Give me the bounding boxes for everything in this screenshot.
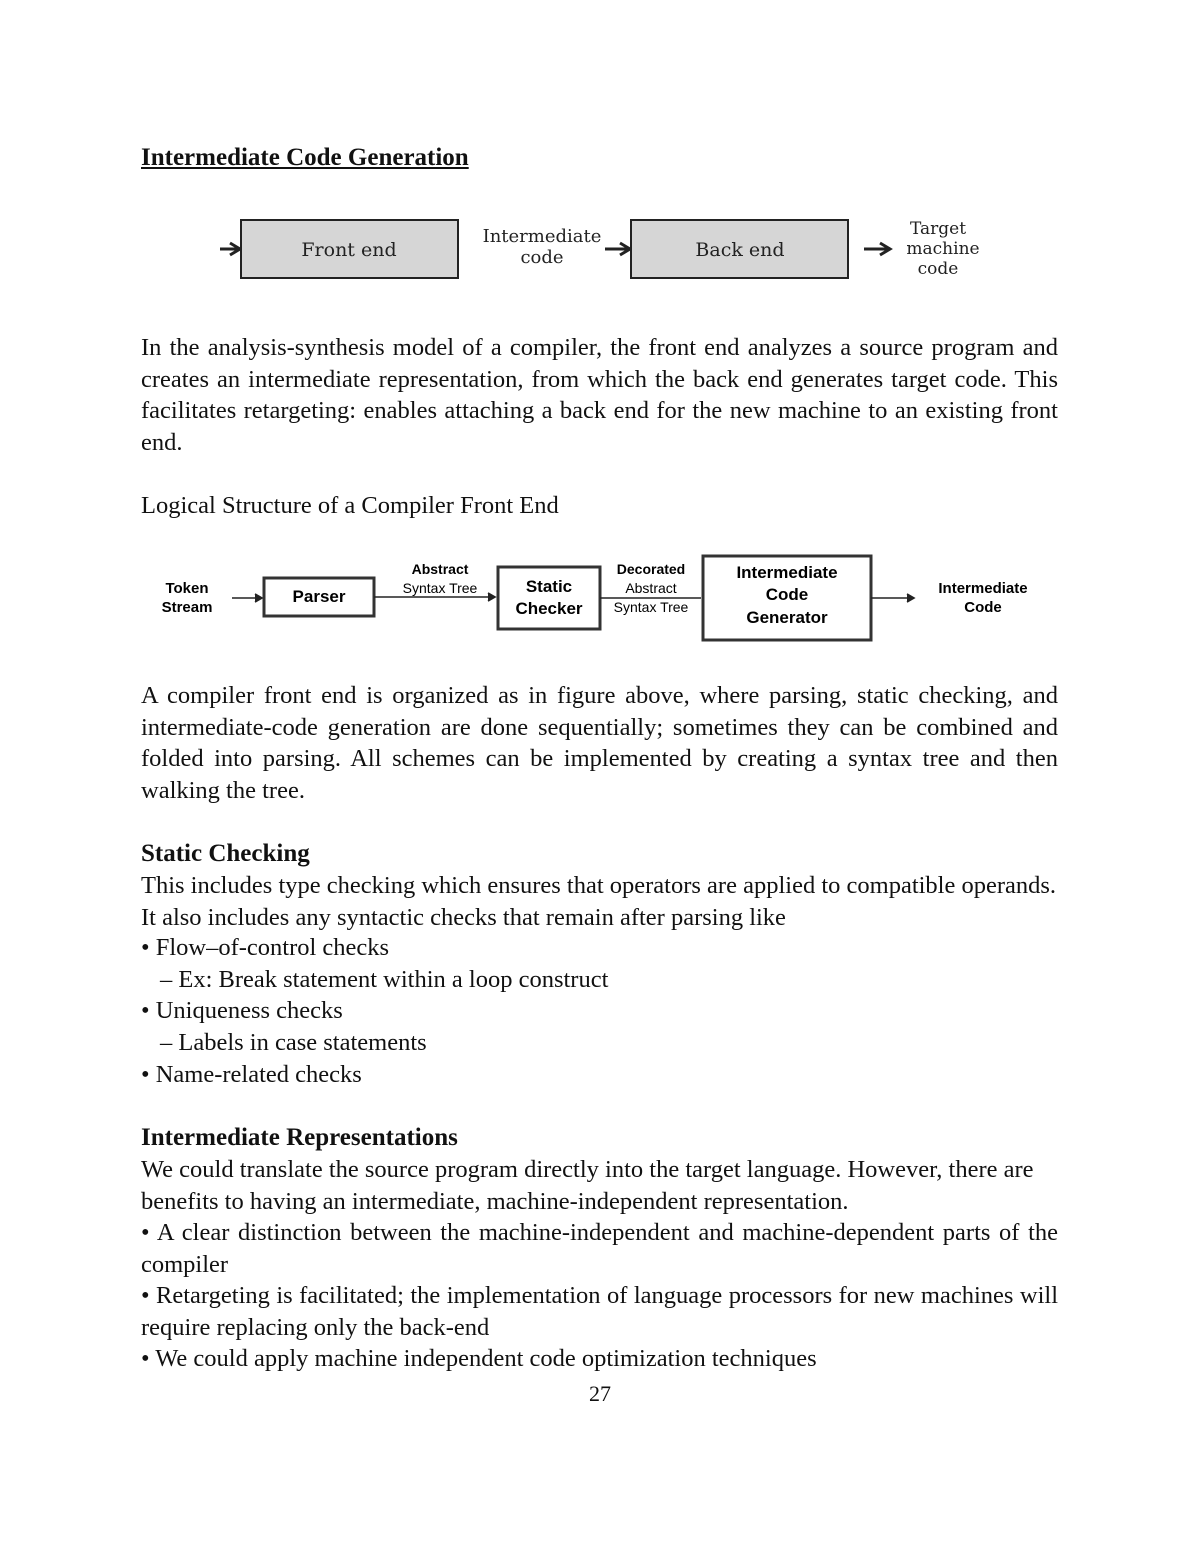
benefit-item: • A clear distinction between the machine-independent and machine-dependent parts of the compiler — [141, 1219, 1058, 1278]
decorated-ast-label-2: Abstract — [625, 580, 677, 596]
static-checker-label-1: Static — [525, 577, 573, 596]
list-item: • Uniqueness checks — [141, 997, 343, 1024]
decorated-ast-label-3: Syntax Tree — [613, 599, 689, 615]
output-code-label-2: Code — [964, 599, 1002, 616]
intermediate-code-label-2: code — [520, 247, 564, 268]
organization-paragraph: A compiler front end is organized as in figure above, where parsing, static checking, and intermediate-code generation are done sequentially; sometimes they can be combined and folded into parsing. All schemes can be implemented by creating a syntax tree and then walking the tree. — [141, 682, 1058, 805]
page-title: Intermediate Code Generation — [141, 144, 469, 171]
list-item: • Name-related checks — [141, 1061, 362, 1088]
output-code-arrow-icon — [871, 594, 914, 602]
list-item: • Flow–of-control checks — [141, 934, 390, 961]
icg-label-1: Intermediate — [736, 563, 838, 582]
intermediate-representations-paragraph: We could translate the source program directly into the target language. However, there are benefits to having an intermediate, machine-independent representation. — [141, 1156, 1034, 1215]
compiler-pipeline-diagram — [200, 210, 1020, 290]
ast-label-1: Abstract — [411, 561, 469, 577]
list-item: – Labels in case statements — [160, 1029, 427, 1056]
target-label-2: machine — [906, 239, 980, 259]
output-code-label-1: Intermediate — [938, 580, 1028, 597]
back-end-label: Back end — [695, 239, 785, 261]
front-end-label: Front end — [301, 239, 397, 261]
static-checking-paragraph: This includes type checking which ensures that operators are applied to compatible operands. It also includes any syntactic checks that remain after parsing like — [141, 872, 1057, 931]
front-end-structure-diagram — [150, 548, 1050, 648]
decorated-ast-label-1: Decorated — [616, 561, 686, 577]
target-label-1: Target — [909, 219, 967, 239]
token-arrow-icon — [232, 594, 262, 602]
static-checker-label-2: Checker — [515, 599, 583, 618]
list-item: – Ex: Break statement within a loop construct — [160, 966, 609, 993]
intro-paragraph: In the analysis-synthesis model of a compiler, the front end analyzes a source program and creates an intermediate representation, from which the back end generates target code. This facilitates retargeting: enables attaching a back end for the new machine to an existing front end. — [141, 334, 1058, 457]
input-arrow-icon — [220, 243, 240, 255]
benefit-item: • Retargeting is facilitated; the implementation of language processors for new machines will require replacing only the back-end — [141, 1282, 1058, 1341]
front-end-structure-caption: Logical Structure of a Compiler Front End — [141, 492, 559, 519]
output-arrow-icon — [864, 243, 890, 255]
token-stream-label-1: Token — [165, 580, 209, 597]
intermediate-code-label-1: Intermediate — [482, 226, 602, 247]
static-checking-heading: Static Checking — [141, 840, 310, 867]
page-number: 27 — [589, 1381, 611, 1406]
target-label-3: code — [917, 259, 959, 279]
parser-label: Parser — [292, 587, 346, 606]
ast-label-2: Syntax Tree — [402, 580, 478, 596]
icg-label-2: Code — [765, 585, 809, 604]
benefit-item: • We could apply machine independent code optimization techniques — [141, 1345, 817, 1372]
icg-label-3: Generator — [746, 608, 828, 627]
middle-arrow-icon — [605, 243, 630, 255]
token-stream-label-2: Stream — [161, 599, 213, 616]
intermediate-representations-heading: Intermediate Representations — [141, 1124, 458, 1151]
